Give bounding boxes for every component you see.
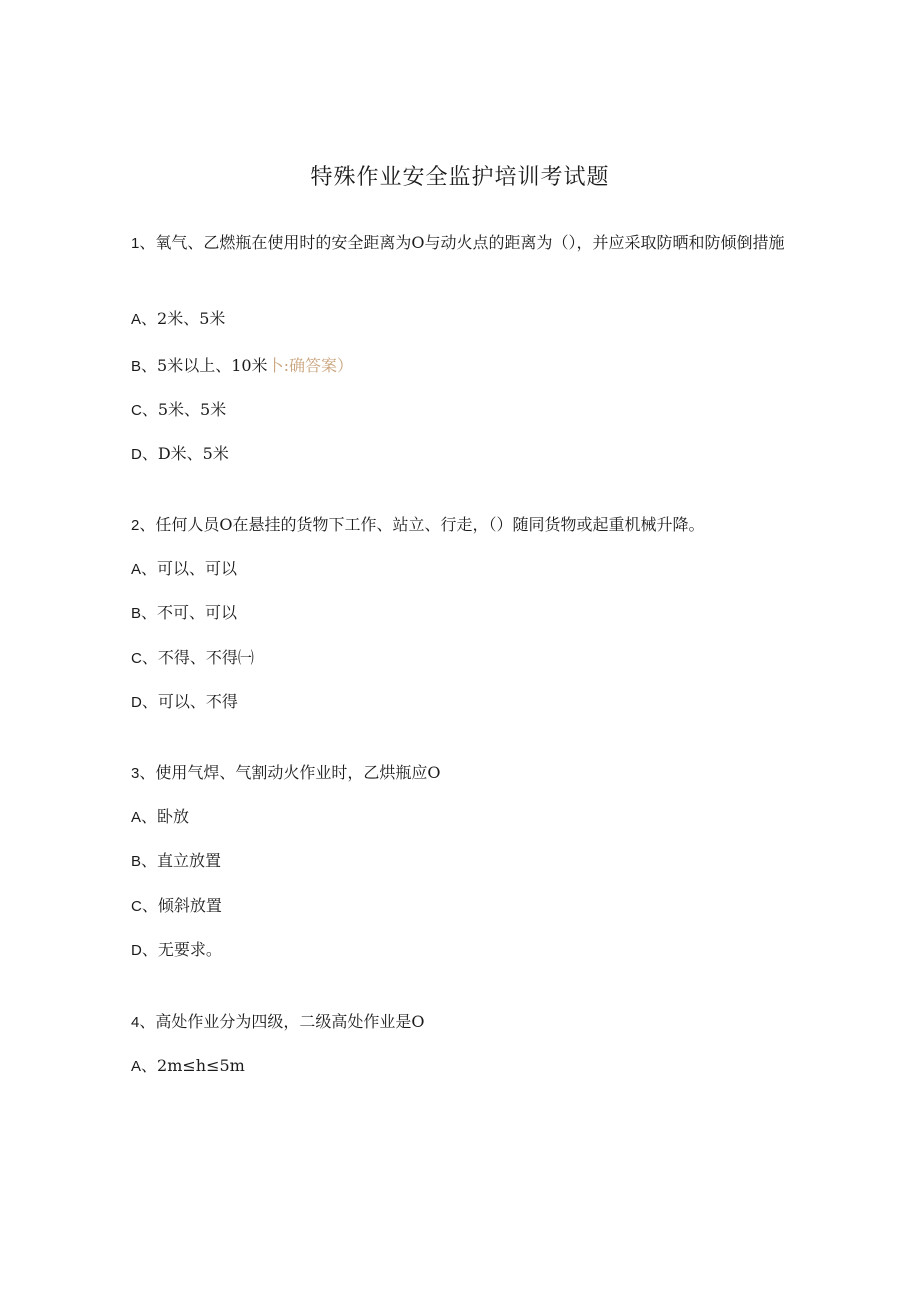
question-1 [131,226,791,260]
page-title: 特殊作业安全监护培训考试题 [310,165,610,190]
option-text: 、D米、5米 [141,444,229,463]
option-1d [131,437,791,471]
option-text: 、直立放置 [141,851,222,870]
answer-note: 卜:确答案） [267,356,353,375]
option-letter: C [131,402,142,419]
question-4 [131,1005,791,1039]
option-letter: A [131,561,142,578]
option-3a [131,800,791,834]
question-text: 、氧气、乙燃瓶在使用时的安全距离为O与动火点的距离为（），并应采取防晒和防倾倒措施 [139,233,785,252]
option-2b [131,596,791,630]
question-2 [131,508,791,542]
option-text: 、2m≤h≤5m [141,1056,245,1075]
option-2c [131,641,791,675]
option-text: 、不可、可以 [141,603,238,622]
option-text: 、无要求。 [141,940,222,959]
option-3c [131,889,791,923]
option-text: 、可以、可以 [141,559,238,578]
option-letter: D [131,694,142,711]
option-text: 、5米、5米 [141,400,227,419]
option-text: 、倾斜放置 [141,896,222,915]
option-letter: B [131,605,142,622]
option-text: 、5米以上、10米 [141,356,268,375]
option-1a [131,302,791,336]
option-1c [131,393,791,427]
option-3d [131,933,791,967]
option-4a [131,1049,791,1083]
option-letter: A [131,1058,142,1075]
option-2d [131,685,791,719]
question-number: 3 [131,765,140,782]
option-letter: B [131,358,142,375]
option-letter: D [131,446,142,463]
option-letter: C [131,898,142,915]
question-text: 、任何人员O在悬挂的货物下工作、站立、行走，（）随同货物或起重机械升降。 [139,515,705,534]
question-number: 2 [131,517,140,534]
option-text: 、2米、5米 [141,309,226,328]
question-number: 4 [131,1014,140,1031]
option-3b [131,844,791,878]
option-text: 、不得、不得㈠ [141,648,254,667]
option-1b [131,349,791,383]
option-text: 、可以、不得 [141,692,238,711]
question-3 [131,756,791,790]
option-text: 、卧放 [141,807,190,826]
question-text: 、高处作业分为四级，二级高处作业是O [139,1012,425,1031]
option-2a [131,552,791,586]
option-letter: D [131,942,142,959]
option-letter: A [131,311,142,328]
option-letter: B [131,853,142,870]
option-letter: A [131,809,142,826]
question-text: 、使用气焊、气割动火作业时，乙烘瓶应O [139,763,441,782]
option-letter: C [131,650,142,667]
question-number: 1 [131,235,140,252]
